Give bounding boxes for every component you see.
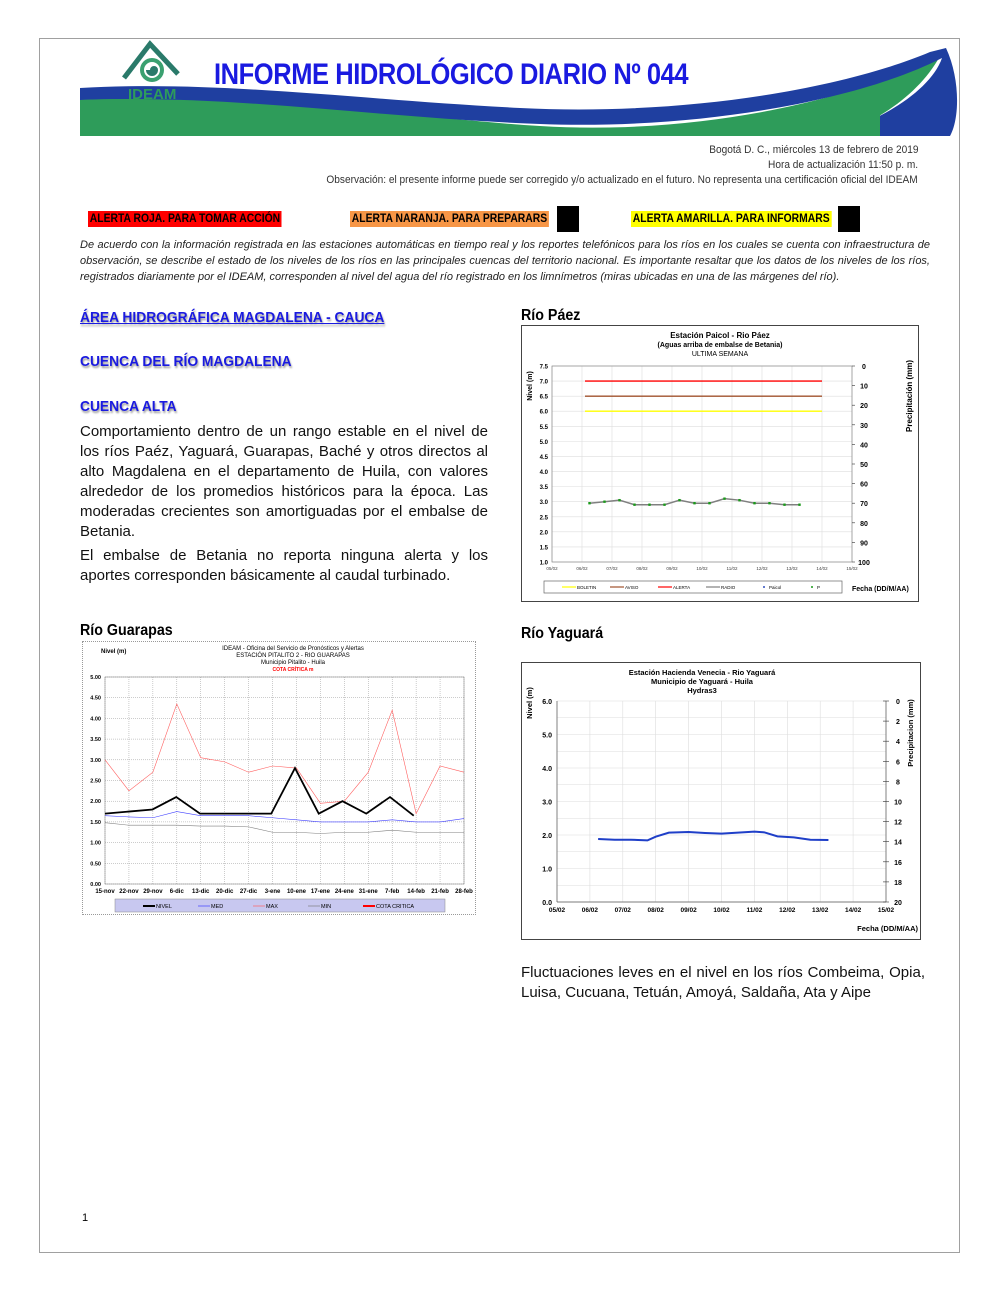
svg-text:3.5: 3.5: [539, 485, 548, 492]
svg-text:Fecha (DD/M/AA): Fecha (DD/M/AA): [852, 586, 909, 593]
svg-text:Nivel (m): Nivel (m): [527, 371, 534, 401]
svg-text:4.50: 4.50: [90, 695, 101, 702]
svg-text:2.0: 2.0: [539, 530, 548, 537]
svg-text:COTA CRÍTICA m: COTA CRÍTICA m: [272, 667, 314, 673]
svg-text:6.0: 6.0: [542, 699, 552, 706]
svg-text:2.0: 2.0: [542, 833, 552, 840]
svg-text:11/02: 11/02: [746, 907, 763, 914]
svg-text:10: 10: [860, 383, 868, 391]
ideam-logo-icon: [120, 38, 182, 88]
svg-text:10-ene: 10-ene: [286, 889, 306, 895]
svg-text:3.0: 3.0: [542, 799, 552, 807]
svg-text:1.00: 1.00: [90, 840, 101, 847]
svg-text:5.5: 5.5: [539, 424, 548, 431]
svg-text:20: 20: [860, 403, 868, 411]
page-title: INFORME HIDROLÓGICO DIARIO Nº 044: [214, 58, 689, 91]
fluctuations-paragraph: Fluctuaciones leves en el nivel en los ríos Combeima, Opia, Luisa, Cucuana, Tetuán, Amoyá, Saldaña, Ata y Aipe: [521, 964, 925, 1001]
rio-guarapas-title: Río Guarapas: [80, 622, 173, 639]
svg-text:MED: MED: [211, 904, 224, 910]
svg-text:09/02: 09/02: [680, 907, 697, 914]
svg-text:5.00: 5.00: [90, 675, 101, 681]
svg-text:09/02: 09/02: [666, 566, 678, 571]
svg-text:ULTIMA SEMANA: ULTIMA SEMANA: [691, 351, 749, 358]
svg-text:13/02: 13/02: [786, 566, 798, 571]
subcuenca-heading: CUENCA ALTA: [80, 398, 177, 415]
alert-red-label: ALERTA ROJA. PARA TOMAR ACCIÓN: [89, 213, 281, 225]
svg-text:6: 6: [896, 759, 900, 767]
area-heading: ÁREA HIDROGRÁFICA MAGDALENA - CAUCA: [80, 309, 385, 326]
svg-text:1.5: 1.5: [539, 545, 548, 552]
svg-text:4.5: 4.5: [539, 454, 548, 461]
svg-text:05/02: 05/02: [548, 907, 566, 914]
svg-text:50: 50: [860, 462, 868, 469]
svg-text:5.0: 5.0: [542, 732, 552, 740]
svg-text:18: 18: [894, 879, 902, 887]
svg-text:3.0: 3.0: [539, 500, 548, 507]
svg-text:14/02: 14/02: [816, 566, 828, 571]
cuenca-heading: CUENCA DEL RÍO MAGDALENA: [80, 353, 292, 370]
svg-text:11/02: 11/02: [726, 566, 738, 571]
logo-text: IDEAM: [128, 86, 177, 103]
svg-text:60: 60: [860, 481, 868, 489]
svg-text:29-nov: 29-nov: [143, 889, 163, 895]
svg-text:4: 4: [896, 739, 900, 747]
svg-text:3-ene: 3-ene: [264, 889, 281, 895]
svg-text:12: 12: [894, 819, 902, 827]
svg-text:Nivel (m): Nivel (m): [101, 649, 127, 655]
svg-text:05/02: 05/02: [546, 566, 558, 571]
svg-text:40: 40: [860, 442, 868, 450]
svg-text:2.50: 2.50: [90, 778, 101, 785]
svg-text:2.5: 2.5: [539, 515, 548, 522]
svg-text:100: 100: [858, 560, 870, 567]
svg-text:15/02: 15/02: [846, 566, 858, 571]
rio-paez-title: Río Páez: [521, 307, 581, 324]
svg-text:Hydras3: Hydras3: [687, 686, 717, 695]
svg-text:12/02: 12/02: [756, 566, 768, 571]
svg-text:BOLETIN: BOLETIN: [577, 585, 597, 590]
svg-text:3.50: 3.50: [90, 737, 101, 744]
svg-text:80: 80: [860, 520, 868, 528]
svg-text:12/02: 12/02: [779, 907, 796, 914]
svg-text:31-ene: 31-ene: [358, 889, 378, 895]
svg-text:17-ene: 17-ene: [310, 889, 330, 895]
svg-text:ESTACIÓN PITALITO 2 - RIO GUAR: ESTACIÓN PITALITO 2 - RIO GUARAPAS: [236, 653, 350, 659]
svg-text:14: 14: [894, 839, 902, 847]
svg-text:1.50: 1.50: [90, 819, 101, 826]
svg-text:15-nov: 15-nov: [95, 889, 115, 895]
redaction-box: [557, 206, 579, 232]
svg-text:MAX: MAX: [266, 904, 278, 910]
svg-text:RADIO: RADIO: [721, 585, 736, 590]
page-number: 1: [82, 1212, 89, 1224]
svg-text:4.00: 4.00: [90, 716, 101, 723]
guarapas-chart-svg: [83, 642, 475, 914]
svg-text:6-dic: 6-dic: [169, 889, 184, 895]
svg-text:7.5: 7.5: [539, 364, 548, 371]
svg-text:MIN: MIN: [321, 904, 332, 910]
chart-rio-yaguara: [521, 662, 921, 940]
svg-text:20: 20: [894, 900, 902, 907]
intro-paragraph: De acuerdo con la información registrada en las estaciones automáticas en tiempo real y los reportes telefónicos para los ríos en los cuales se cuenta con infraestructura de observación, se describe el estado de los niveles de los ríos en las principales cuencas del territorio nacional. Es importante resaltar que los datos de los niveles de los ríos, registrados diariamente por el IDEAM, corresponden al nivel del agua del río registrado en los limnímetros (miras ubicadas en una de las márgenes del río).: [80, 239, 930, 283]
svg-text:20-dic: 20-dic: [215, 889, 234, 895]
svg-text:0: 0: [862, 364, 866, 371]
svg-text:1.0: 1.0: [539, 560, 548, 567]
svg-text:90: 90: [860, 540, 868, 548]
chart-rio-guarapas: [82, 641, 476, 915]
svg-text:2.00: 2.00: [90, 799, 101, 806]
svg-text:2: 2: [896, 719, 900, 727]
svg-text:Municipio de Yaguará - Huila: Municipio de Yaguará - Huila: [651, 677, 753, 686]
svg-text:AVISO: AVISO: [625, 585, 639, 590]
svg-text:4.0: 4.0: [542, 766, 552, 773]
svg-text:Fecha (DD/M/AA): Fecha (DD/M/AA): [857, 924, 918, 933]
svg-text:06/02: 06/02: [576, 566, 588, 571]
paez-chart-svg: [522, 326, 918, 601]
svg-text:4.0: 4.0: [539, 470, 548, 477]
svg-text:0: 0: [896, 699, 900, 706]
alert-orange-label: ALERTA NARANJA. PARA PREPARARS: [351, 213, 548, 225]
svg-text:07/02: 07/02: [606, 566, 618, 571]
observation-note: Observación: el presente informe puede ser corregido y/o actualizado en el futuro. No representa una certificación oficial del IDEAM: [326, 174, 918, 186]
svg-text:8: 8: [896, 779, 900, 787]
svg-text:14/02: 14/02: [844, 907, 862, 914]
rio-yaguara-title: Río Yaguará: [521, 625, 604, 642]
yaguara-chart-svg: [522, 663, 920, 939]
svg-text:COTA CRITICA: COTA CRITICA: [376, 904, 415, 910]
svg-text:7-feb: 7-feb: [385, 889, 400, 895]
svg-text:06/02: 06/02: [581, 907, 599, 914]
svg-text:ALERTA: ALERTA: [673, 585, 691, 590]
svg-text:0.50: 0.50: [90, 861, 101, 868]
svg-text:5.0: 5.0: [539, 439, 548, 446]
redaction-box: [838, 206, 860, 232]
date-line: Bogotá D. C., miércoles 13 de febrero de 2019: [708, 144, 918, 156]
svg-text:0.00: 0.00: [90, 882, 101, 888]
svg-text:0.0: 0.0: [542, 900, 552, 907]
chart-rio-paez: [521, 325, 919, 602]
svg-text:24-ene: 24-ene: [334, 889, 354, 895]
svg-text:Paicol: Paicol: [769, 585, 782, 590]
svg-text:6.0: 6.0: [539, 409, 548, 416]
svg-text:07/02: 07/02: [614, 907, 631, 914]
svg-text:21-feb: 21-feb: [431, 889, 449, 895]
cuenca-alta-paragraph: Comportamiento dentro de un rango estable en el nivel de los ríos Paéz, Yaguará, Guarapas, Baché y otros directos al alto Magdalena en el departamento de Huila, con valores alrededor de los promedios históricos para la época. Las moderadas crecientes son amortiguadas por el embalse de Betania.: [80, 423, 488, 540]
svg-text:(Aguas arriba de embalse de Be: (Aguas arriba de embalse de Betania): [657, 342, 783, 349]
svg-text:28-feb: 28-feb: [455, 889, 473, 895]
svg-text:Precipitación (mm): Precipitación (mm): [905, 359, 914, 433]
svg-text:Precipitacion (mm): Precipitacion (mm): [906, 699, 915, 767]
svg-text:22-nov: 22-nov: [119, 889, 139, 895]
svg-text:13-dic: 13-dic: [192, 889, 210, 895]
svg-text:10: 10: [894, 799, 902, 807]
update-time: Hora de actualización 11:50 p. m.: [767, 159, 918, 171]
svg-text:10/02: 10/02: [713, 907, 730, 914]
svg-text:13/02: 13/02: [812, 907, 829, 914]
svg-text:Estación Hacienda Venecia - Ri: Estación Hacienda Venecia - Rio Yaguará: [628, 668, 776, 677]
svg-text:NIVEL: NIVEL: [156, 904, 172, 910]
svg-text:6.5: 6.5: [539, 394, 548, 401]
svg-text:7.0: 7.0: [539, 379, 548, 386]
svg-text:08/02: 08/02: [647, 907, 664, 914]
svg-text:70: 70: [860, 501, 868, 509]
svg-text:P: P: [817, 585, 821, 590]
svg-text:27-dic: 27-dic: [239, 889, 258, 895]
svg-text:14-feb: 14-feb: [407, 889, 425, 895]
svg-text:10/02: 10/02: [696, 566, 708, 571]
svg-text:30: 30: [860, 422, 868, 430]
svg-text:IDEAM - Oficina del Servicio d: IDEAM - Oficina del Servicio de Pronósticos y Alertas: [222, 646, 364, 652]
svg-text:08/02: 08/02: [636, 566, 648, 571]
svg-text:Municipio Pitalito - Huila: Municipio Pitalito - Huila: [260, 660, 326, 666]
svg-text:1.0: 1.0: [542, 866, 552, 874]
svg-text:Nivel (m): Nivel (m): [525, 687, 534, 719]
svg-text:16: 16: [894, 859, 902, 867]
svg-text:3.00: 3.00: [90, 757, 101, 764]
betania-paragraph: El embalse de Betania no reporta ninguna alerta y los aportes corresponden básicamente al caudal turbinado.: [80, 547, 488, 584]
svg-text:Estación Paicol - Rio Páez: Estación Paicol - Rio Páez: [670, 331, 770, 340]
svg-text:15/02: 15/02: [877, 907, 895, 914]
alert-yellow-label: ALERTA AMARILLA. PARA INFORMARS: [632, 213, 830, 225]
